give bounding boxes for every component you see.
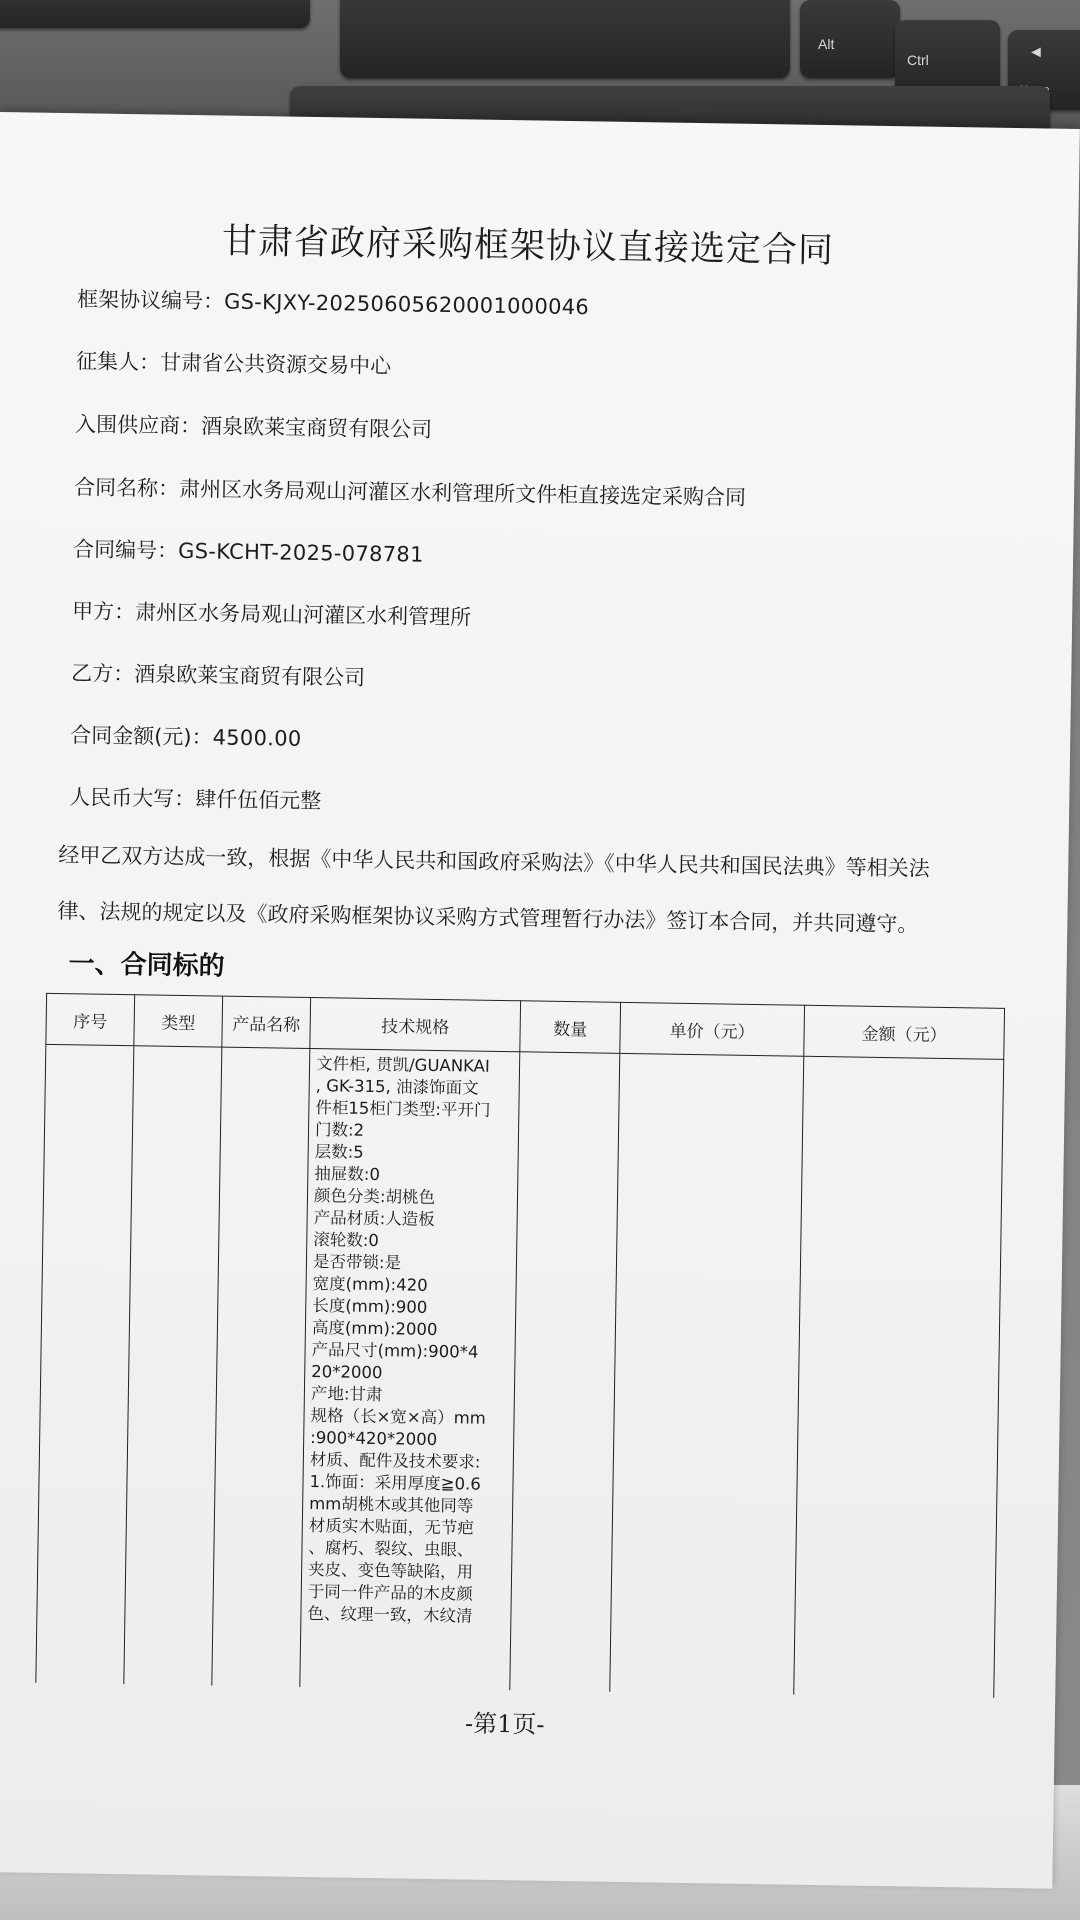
spec-text bbox=[301, 1049, 519, 1628]
field-party-b bbox=[71, 657, 365, 692]
spec-line: 长度(mm):900 bbox=[312, 1296, 428, 1317]
preamble-line: 律、法规的规定以及《政府采购框架协议采购方式管理暂行办法》签订本合同，并共同遵守。 bbox=[57, 899, 919, 937]
laptop-keyboard bbox=[0, 0, 1080, 130]
cell-product-name bbox=[212, 1047, 310, 1687]
field-label: 人民币大写： bbox=[69, 785, 196, 812]
keyboard-key-alt bbox=[800, 0, 900, 78]
spec-line: 于同一件产品的木皮颜 bbox=[307, 1582, 473, 1604]
cell-unit-price bbox=[610, 1053, 804, 1694]
spec-line: :900*420*2000 bbox=[310, 1428, 438, 1450]
spec-line: 1.饰面：采用厚度≧0.6 bbox=[309, 1472, 481, 1494]
spec-line: 20*2000 bbox=[311, 1362, 383, 1383]
field-label: 入围供应商： bbox=[74, 412, 202, 439]
spec-line: 材质、配件及技术要求: bbox=[309, 1450, 481, 1472]
spec-line: 、腐朽、裂纹、虫眼、 bbox=[308, 1538, 474, 1560]
field-value: GS-KJXY-2025060562000100004​6 bbox=[223, 289, 590, 320]
page-number: -第1页- bbox=[464, 1709, 545, 1739]
section-title: 一、合同标的 bbox=[68, 949, 225, 982]
keyboard-key-spacebar bbox=[340, 0, 790, 78]
spec-line: 滚轮数:0 bbox=[313, 1230, 380, 1251]
field-collector bbox=[76, 345, 391, 380]
cell-type bbox=[124, 1046, 222, 1686]
spec-line: 层数:5 bbox=[314, 1142, 364, 1162]
contract-items-table bbox=[35, 993, 1005, 1698]
spec-line: 材质实木贴面，无节疤 bbox=[308, 1516, 474, 1538]
col-header-product-name: 产品名称 bbox=[222, 996, 311, 1048]
spec-line: , GK-315, 油漆饰面文 bbox=[315, 1076, 479, 1098]
spec-line: 门数:2 bbox=[314, 1120, 365, 1140]
spec-line: 夹皮、变色等缺陷，用 bbox=[307, 1560, 474, 1582]
preamble-line: 经甲乙双方达成一致，根据《中华人民共和国政府采购法》《中华人民共和国民法典》等相关法 bbox=[58, 843, 930, 881]
field-value: 甘肃省公共资源交易中心 bbox=[159, 350, 392, 379]
col-header-spec: 技术规格 bbox=[310, 997, 521, 1051]
field-value: 肃州区水务局观山河灌区水利管理所文件柜直接选定采购合同 bbox=[178, 476, 747, 510]
key-label-ctrl: Ctrl bbox=[907, 52, 929, 68]
field-label: 框架协议编号： bbox=[76, 287, 225, 314]
field-contract-amount bbox=[70, 719, 302, 753]
field-label: 合同编号： bbox=[72, 537, 179, 563]
preamble-paragraph bbox=[57, 827, 939, 953]
spec-line: 规格（长×宽×高）mm bbox=[310, 1406, 486, 1428]
field-amount-in-words bbox=[69, 781, 321, 815]
col-header-amount: 金额（元） bbox=[804, 1005, 1005, 1059]
field-value: 酒泉欧莱宝商贸有限公司 bbox=[133, 662, 366, 690]
cell-amount bbox=[794, 1056, 1004, 1698]
col-header-index: 序号 bbox=[46, 993, 135, 1045]
field-framework-agreement-no bbox=[77, 283, 589, 321]
field-label: 合同金额(元)： bbox=[70, 723, 213, 750]
document-title: 甘肃省政府采购框架协议直接选定合同 bbox=[221, 221, 835, 272]
field-value: 肃州区水务局观山河灌区水利管理所 bbox=[134, 600, 472, 630]
spec-line: 件柜15柜门类型:平开门 bbox=[315, 1098, 491, 1120]
spec-line: 高度(mm):2000 bbox=[311, 1318, 438, 1340]
field-label: 甲方： bbox=[71, 599, 136, 625]
field-party-a bbox=[72, 595, 471, 631]
spec-line: 是否带锁:是 bbox=[312, 1252, 402, 1273]
keyboard-key bbox=[0, 0, 310, 28]
field-value: GS-KCHT-2025-078781 bbox=[177, 538, 424, 567]
arrow-left-icon: ◄ bbox=[1028, 44, 1044, 61]
spec-line: 色、纹理一致，木纹清 bbox=[307, 1604, 473, 1626]
spec-line: mm胡桃木或其他同等 bbox=[309, 1494, 474, 1516]
spec-line: 颜色分类:胡桃色 bbox=[313, 1186, 436, 1207]
field-label: 合同名称： bbox=[73, 475, 180, 501]
field-label: 征集人： bbox=[75, 349, 161, 375]
key-label-alt: Alt bbox=[818, 36, 835, 52]
spec-line: 文件柜, 贯凯/GUANKAI bbox=[315, 1054, 490, 1076]
contract-page bbox=[0, 112, 1080, 1889]
cell-spec bbox=[300, 1048, 520, 1690]
spec-line: 产品尺寸(mm):900*4 bbox=[311, 1340, 479, 1362]
spec-line: 抽屉数:0 bbox=[314, 1164, 381, 1185]
field-contract-no bbox=[73, 533, 424, 569]
col-header-quantity: 数量 bbox=[520, 1001, 621, 1054]
field-contract-name bbox=[74, 471, 746, 512]
field-value: 肆仟伍佰元整 bbox=[195, 787, 322, 814]
col-header-unit-price: 单价（元） bbox=[620, 1002, 805, 1056]
field-supplier bbox=[75, 408, 432, 444]
field-label: 乙方： bbox=[71, 661, 135, 687]
field-value: 4500.00 bbox=[212, 725, 302, 751]
field-value: 酒泉欧莱宝商贸有限公司 bbox=[200, 414, 433, 442]
spec-line: 产品材质:人造板 bbox=[313, 1208, 435, 1229]
spec-line: 宽度(mm):420 bbox=[312, 1274, 428, 1295]
table-row bbox=[36, 1044, 1004, 1697]
spec-line: 产地:甘肃 bbox=[310, 1384, 383, 1405]
cell-index bbox=[36, 1044, 134, 1684]
col-header-type: 类型 bbox=[134, 995, 223, 1047]
cell-quantity bbox=[510, 1052, 620, 1692]
